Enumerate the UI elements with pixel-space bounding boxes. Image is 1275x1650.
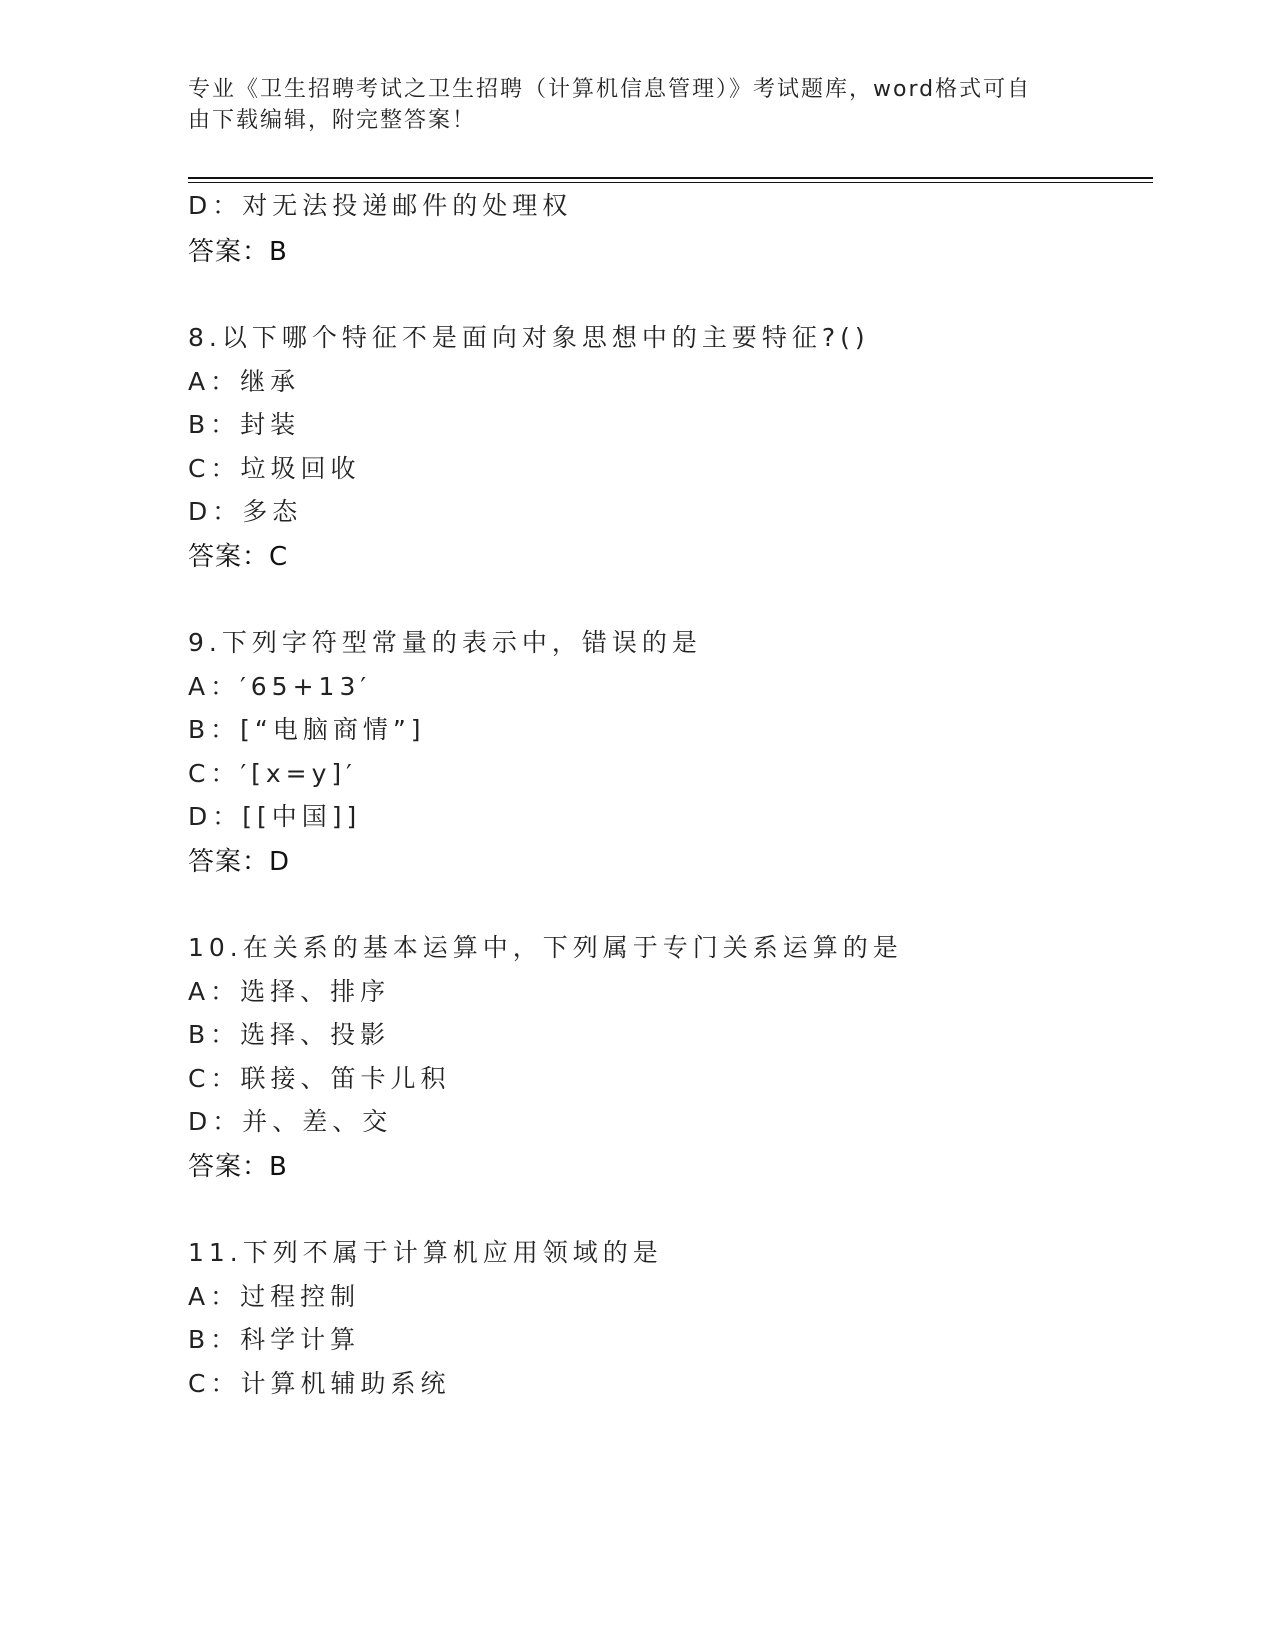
question-8-title: 8.以下哪个特征不是面向对象思想中的主要特征?() bbox=[188, 323, 870, 352]
header-divider-thick bbox=[188, 177, 1153, 179]
header-divider-thin bbox=[188, 182, 1153, 183]
question-8-option-b: B：封装 bbox=[188, 410, 301, 439]
question-8-option-a: A：继承 bbox=[188, 367, 301, 396]
question-9-option-c: C：′[x=y]′ bbox=[188, 759, 357, 788]
question-10-title: 10.在关系的基本运算中，下列属于专门关系运算的是 bbox=[188, 933, 903, 962]
question-9-title: 9.下列字符型常量的表示中，错误的是 bbox=[188, 628, 702, 657]
question-9-option-b: B：[“电脑商情”] bbox=[188, 715, 426, 744]
question-9-answer: 答案：D bbox=[188, 847, 291, 877]
question-8-option-d: D：多态 bbox=[188, 497, 303, 526]
question-10-option-c: C：联接、笛卡儿积 bbox=[188, 1064, 451, 1093]
option-d: D：对无法投递邮件的处理权 bbox=[188, 191, 573, 220]
question-11-option-b: B：科学计算 bbox=[188, 1325, 361, 1354]
question-10-option-b: B：选择、投影 bbox=[188, 1020, 391, 1049]
question-9-option-a: A：′65+13′ bbox=[188, 672, 372, 701]
question-10-answer: 答案：B bbox=[188, 1152, 288, 1182]
answer-label: 答案：B bbox=[188, 237, 288, 267]
question-11-title: 11.下列不属于计算机应用领域的是 bbox=[188, 1238, 663, 1267]
question-10-option-d: D：并、差、交 bbox=[188, 1107, 393, 1136]
question-11-option-a: A：过程控制 bbox=[188, 1282, 361, 1311]
document-header bbox=[188, 74, 1068, 136]
question-8-answer: 答案：C bbox=[188, 542, 289, 572]
header-line-2: 由下载编辑，附完整答案！ bbox=[188, 108, 477, 133]
question-11-option-c: C：计算机辅助系统 bbox=[188, 1369, 451, 1398]
header-line-1: 专业《卫生招聘考试之卫生招聘（计算机信息管理）》考试题库，word格式可自 bbox=[188, 77, 1032, 102]
question-8-option-c: C：垃圾回收 bbox=[188, 454, 361, 483]
question-9-option-d: D：[[中国]] bbox=[188, 802, 362, 831]
question-10-option-a: A：选择、排序 bbox=[188, 977, 391, 1006]
